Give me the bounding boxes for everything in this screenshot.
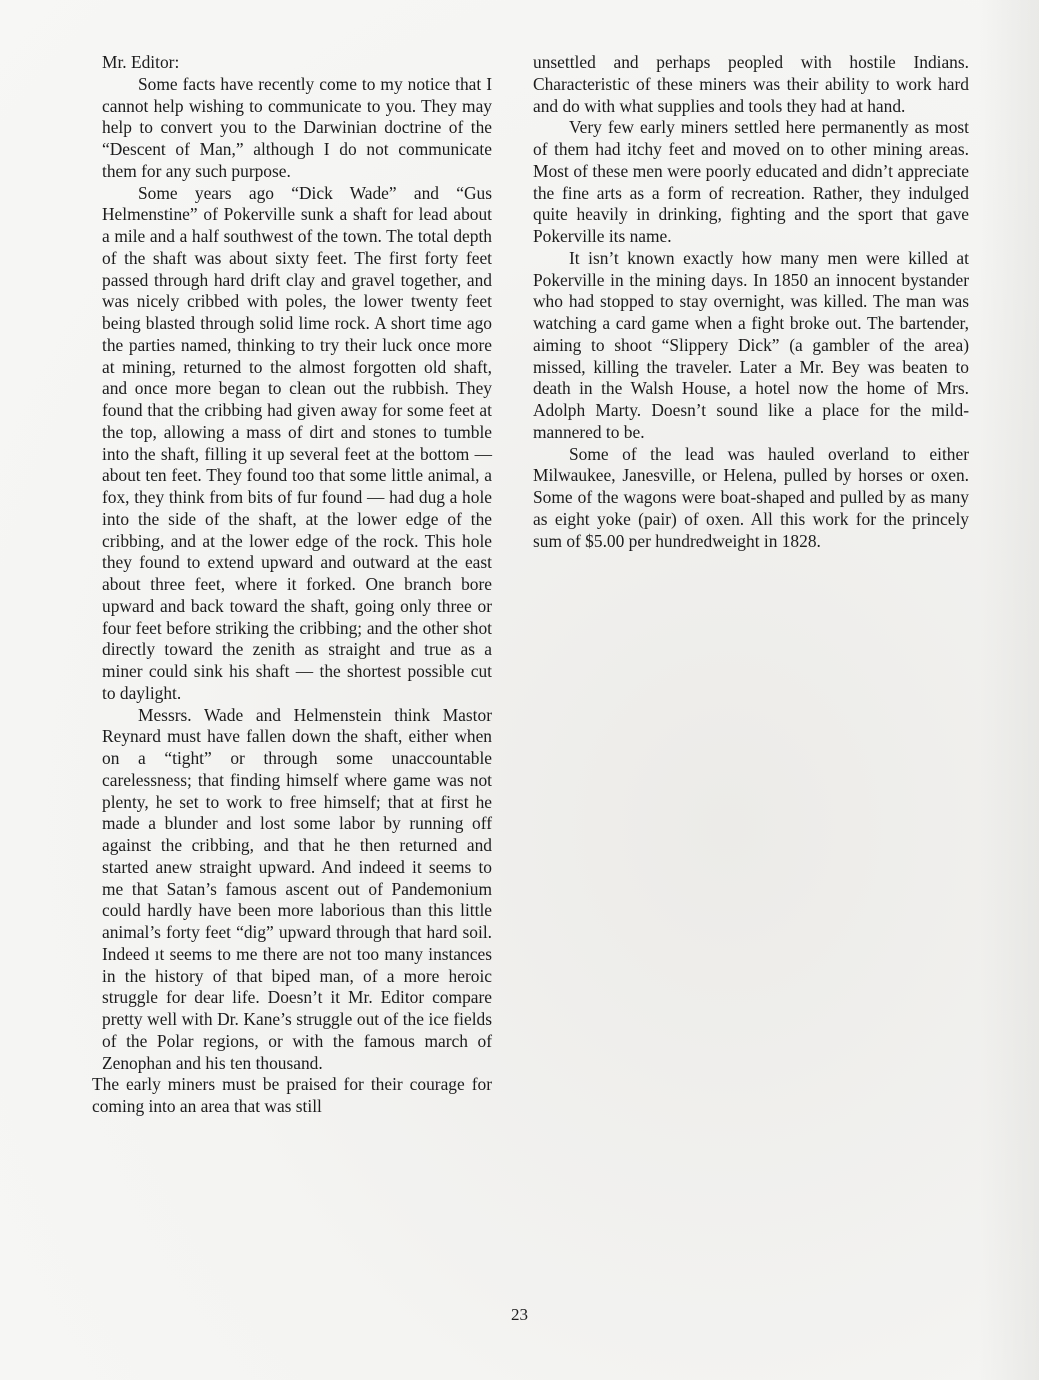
paragraph: Messrs. Wade and Helmenstein think Mastor Reynard must have fallen down the shaft, either when on a “tight” or through some unaccountable carelessness; that finding himself where game was not plenty, he set to work to free himself; that at first he made a blunder and lost some labor by running off against the cribbing, and that he then returned and started anew straight upward. And indeed it seems to me that Satan’s famous ascent out of Pandemonium could hardly have been more laborious than this little animal’s forty feet “dig” upward through that hard soil. Indeed ıt seems to me there are not too many instances in the history of that biped man, of a more heroic struggle for dear life. Doesn’t it Mr. Editor compare pretty well with Dr. Kane’s struggle out of the ice fields of the Polar regions, or with the famous march of Zenophan and his ten thousand. xyxy=(102,704,492,1073)
closing-paragraph: The early miners must be praised for their courage for coming into an area that was still xyxy=(92,1074,492,1116)
left-column xyxy=(92,52,492,1118)
paragraph: It isn’t known exactly how many men were killed at Pokerville in the mining days. In 1850 an innocent bystander who had stopped to stay overnight, was killed. The man was watching a card game when a fight broke out. The bartender, aiming to shoot “Slippery Dick” (a gambler of the area) missed, killing the traveler. Later a Mr. Bey was beaten to death in the Walsh House, a hotel now the home of Mrs. Adolph Marty. Doesn’t sound like a place for the mild-mannered to be. xyxy=(533,247,969,442)
paragraph: Some of the lead was hauled overland to either Milwaukee, Janesville, or Helena, pulled by horses or oxen. Some of the wagons were boat-shaped and pulled by as many as eight yoke (pair) of oxen. All this work for the princely sum of $5.00 per hundredweight in 1828. xyxy=(533,443,969,551)
continuation-paragraph: unsettled and perhaps peopled with hostile Indians. Characteristic of these miners was their ability to work hard and do with what supplies and tools they had at hand. xyxy=(533,52,969,116)
right-column xyxy=(533,52,969,552)
paragraph: Some years ago “Dick Wade” and “Gus Helmenstine” of Pokerville sunk a shaft for lead about a mile and a half southwest of the town. The total depth of the shaft was about sixty feet. The first forty feet passed through hard drift clay and gravel together, and was nicely cribbed with poles, the lower twenty feet being blasted through solid lime rock. A short time ago the parties named, thinking to try their luck once more at mining, returned to the almost forgotten old shaft, and once more began to clean out the rubbish. They found that the cribbing had given away for some feet at the top, allowing a mass of dirt and stones to tumble into the shaft, filling it up several feet at the bottom — about ten feet. They found too that some little animal, a fox, they think from bits of fur found — had dug a hole into the side of the shaft, at the lower edge of the cribbing, and at the lower edge of the rock. This hole they found to extend upward and outward at the east about three feet, where it forked. One branch bore upward and back toward the shaft, going only three or four feet before striking the cribbing; and the other shot directly toward the zenith as straight and true as a miner could sink his shaft — the shortest possible cut to daylight. xyxy=(102,182,492,703)
page-edge-shadow xyxy=(979,0,1039,1380)
paragraph: Some facts have recently come to my notice that I cannot help wishing to communicate to you. They may help to convert you to the Darwinian doctrine of the “Descent of Man,” although I do not communicate them for any such purpose. xyxy=(102,73,492,181)
salutation: Mr. Editor: xyxy=(102,52,180,72)
paragraph: Very few early miners settled here permanently as most of them had itchy feet and moved on to other mining areas. Most of these men were poorly educated and didn’t appreciate the fine arts as a form of recreation. Rather, they indulged quite heavily in drinking, fighting and the sport that gave Pokerville its name. xyxy=(533,117,969,246)
page-number: 23 xyxy=(511,1305,528,1324)
